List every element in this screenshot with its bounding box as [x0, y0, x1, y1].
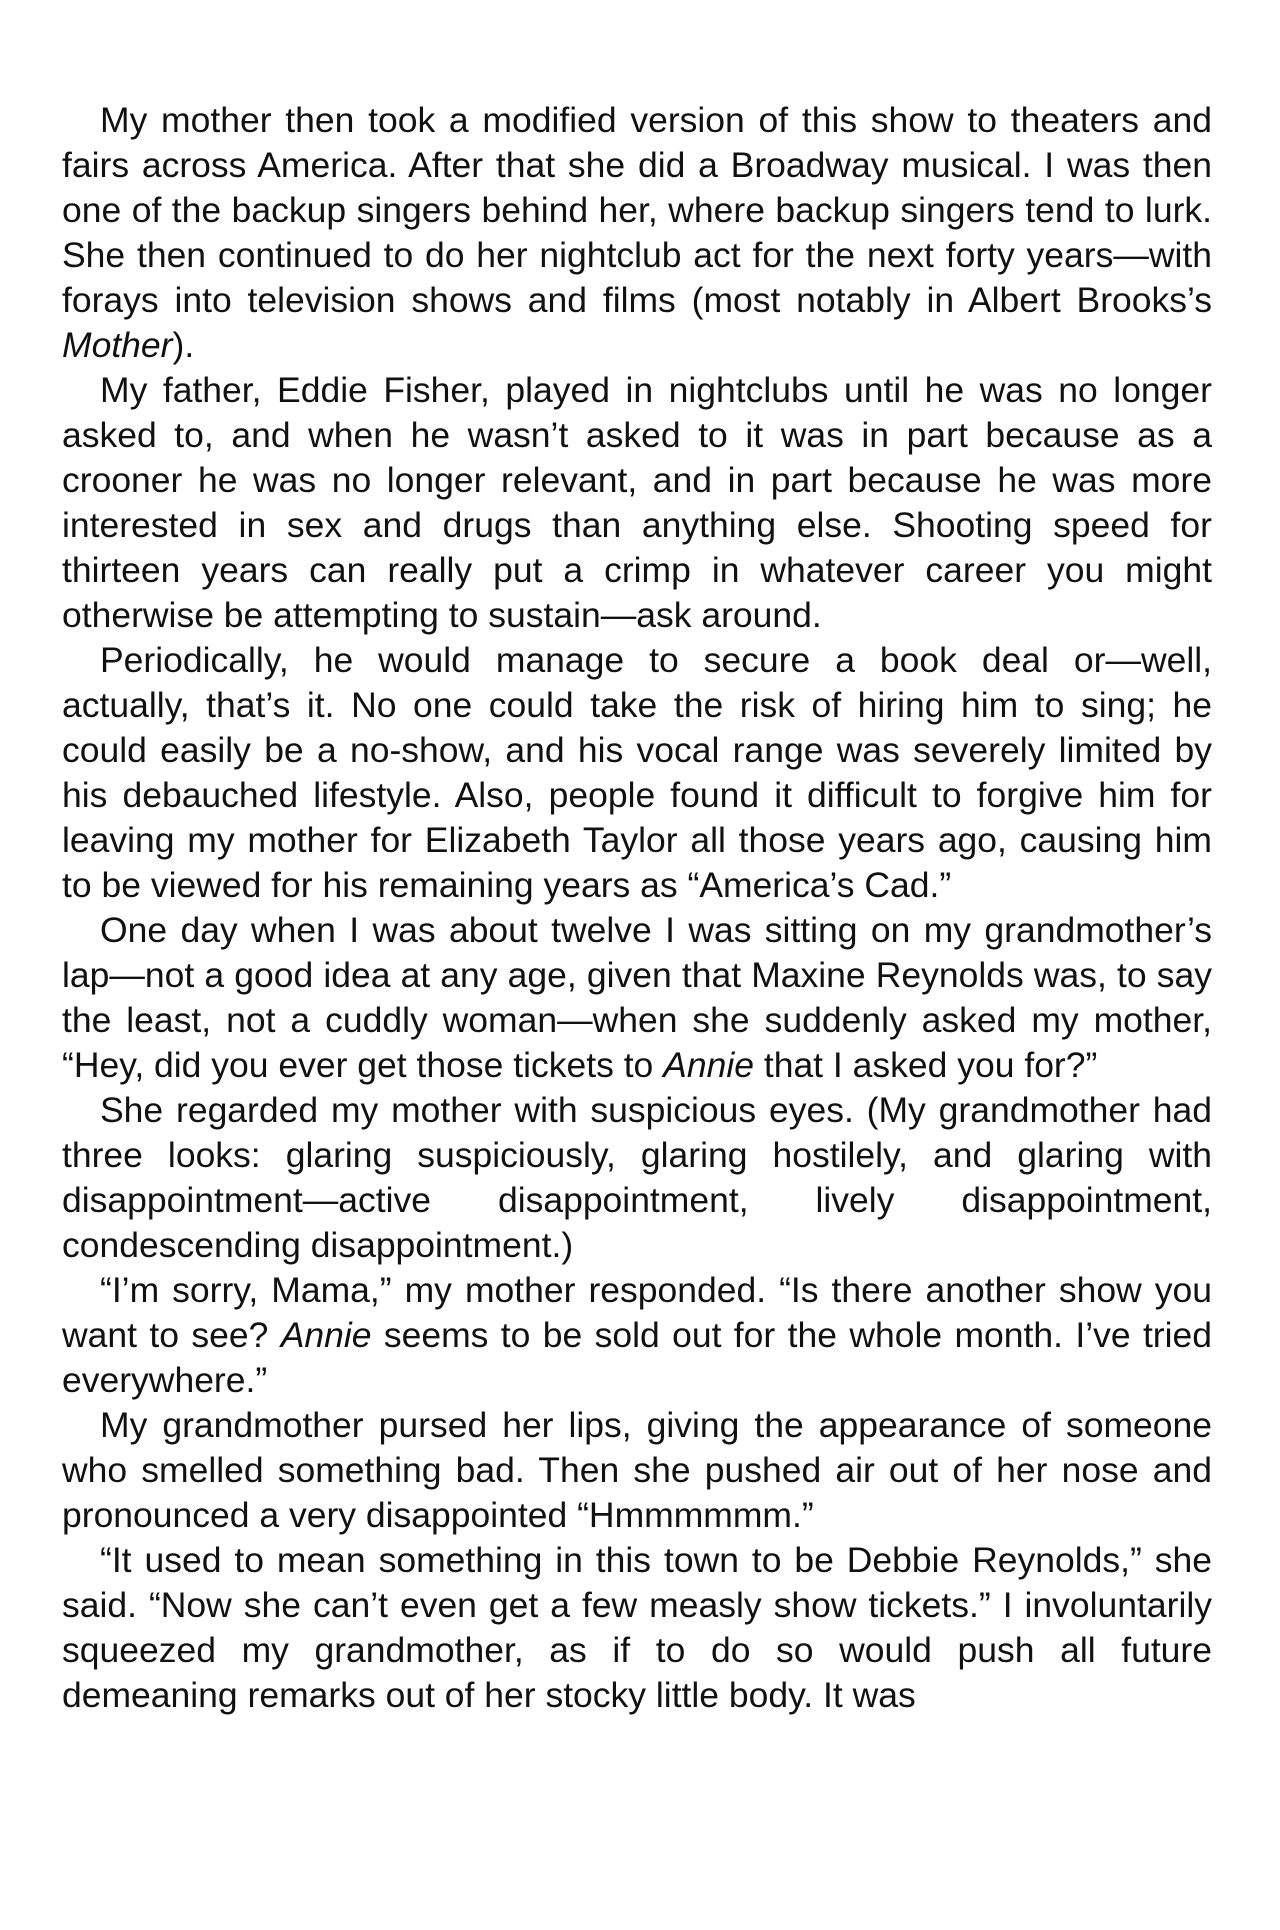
show-title-annie-2: Annie [280, 1315, 372, 1355]
paragraph-1-text: My mother then took a modified version of this show to theaters and fairs across America. After that she did a Broadway musical. I was then one of the backup singers behind her, where backup singers tend to lurk. She then continued to do her nightclub act for the next forty years—with forays into television shows and films (most notably in Albert Brooks’s [62, 100, 1212, 320]
paragraph-3: Periodically, he would manage to secure a book deal or—well, actually, that’s it. No one could take the risk of hiring him to sing; he could easily be a no-show, and his vocal range was severely limited by his debauched lifestyle. Also, people found it difficult to forgive him for leaving my mother for Elizabeth Taylor all those years ago, causing him to be viewed for his remaining years as “America’s Cad.” [62, 640, 1212, 905]
show-title-annie: Annie [663, 1045, 754, 1085]
paragraph-6 [62, 1268, 1212, 1403]
paragraph-4 [62, 908, 1212, 1088]
paragraph-8: “It used to mean something in this town to be Debbie Reynolds,” she said. “Now she can’t even get a few measly show tickets.” I involuntarily squeezed my grandmother, as if to do so would push all future demeaning remarks out of her stocky little body. It was [62, 1540, 1212, 1715]
paragraph-7: My grandmother pursed her lips, giving the appearance of someone who smelled something bad. Then she pushed air out of her nose and pronounced a very disappointed “Hmmmmmm.” [62, 1405, 1212, 1535]
paragraph-2: My father, Eddie Fisher, played in nightclubs until he was no longer asked to, and when he wasn’t asked to it was in part because as a crooner he was no longer relevant, and in part because he was more interested in sex and drugs than anything else. Shooting speed for thirteen years can really put a crimp in whatever career you might otherwise be attempting to sustain—ask around. [62, 370, 1212, 635]
paragraph-6-end: seems to be sold out for the whole month. I’ve tried everywhere.” [62, 1315, 1213, 1400]
paragraph-4-end: that I asked you for?” [753, 1045, 1098, 1085]
paragraph-1-end: ). [172, 325, 195, 365]
film-title-mother: Mother [62, 325, 173, 365]
book-page [62, 98, 1212, 1718]
paragraph-5: She regarded my mother with suspicious eyes. (My grandmother had three looks: glaring suspiciously, glaring hostilely, and glaring with disappointment—active disappointment, lively disappointment, condescending disappointment.) [62, 1090, 1212, 1265]
paragraph-4-text: One day when I was about twelve I was sitting on my grandmother’s lap—not a good idea at any age, given that Maxine Reynolds was, to say the least, not a cuddly woman—when she suddenly asked my mother, “Hey, did you ever get those tickets to [62, 910, 1212, 1085]
paragraph-1 [62, 98, 1212, 368]
paragraph-6-text: “I’m sorry, Mama,” my mother responded. “Is there another show you want to see? [62, 1270, 1212, 1355]
